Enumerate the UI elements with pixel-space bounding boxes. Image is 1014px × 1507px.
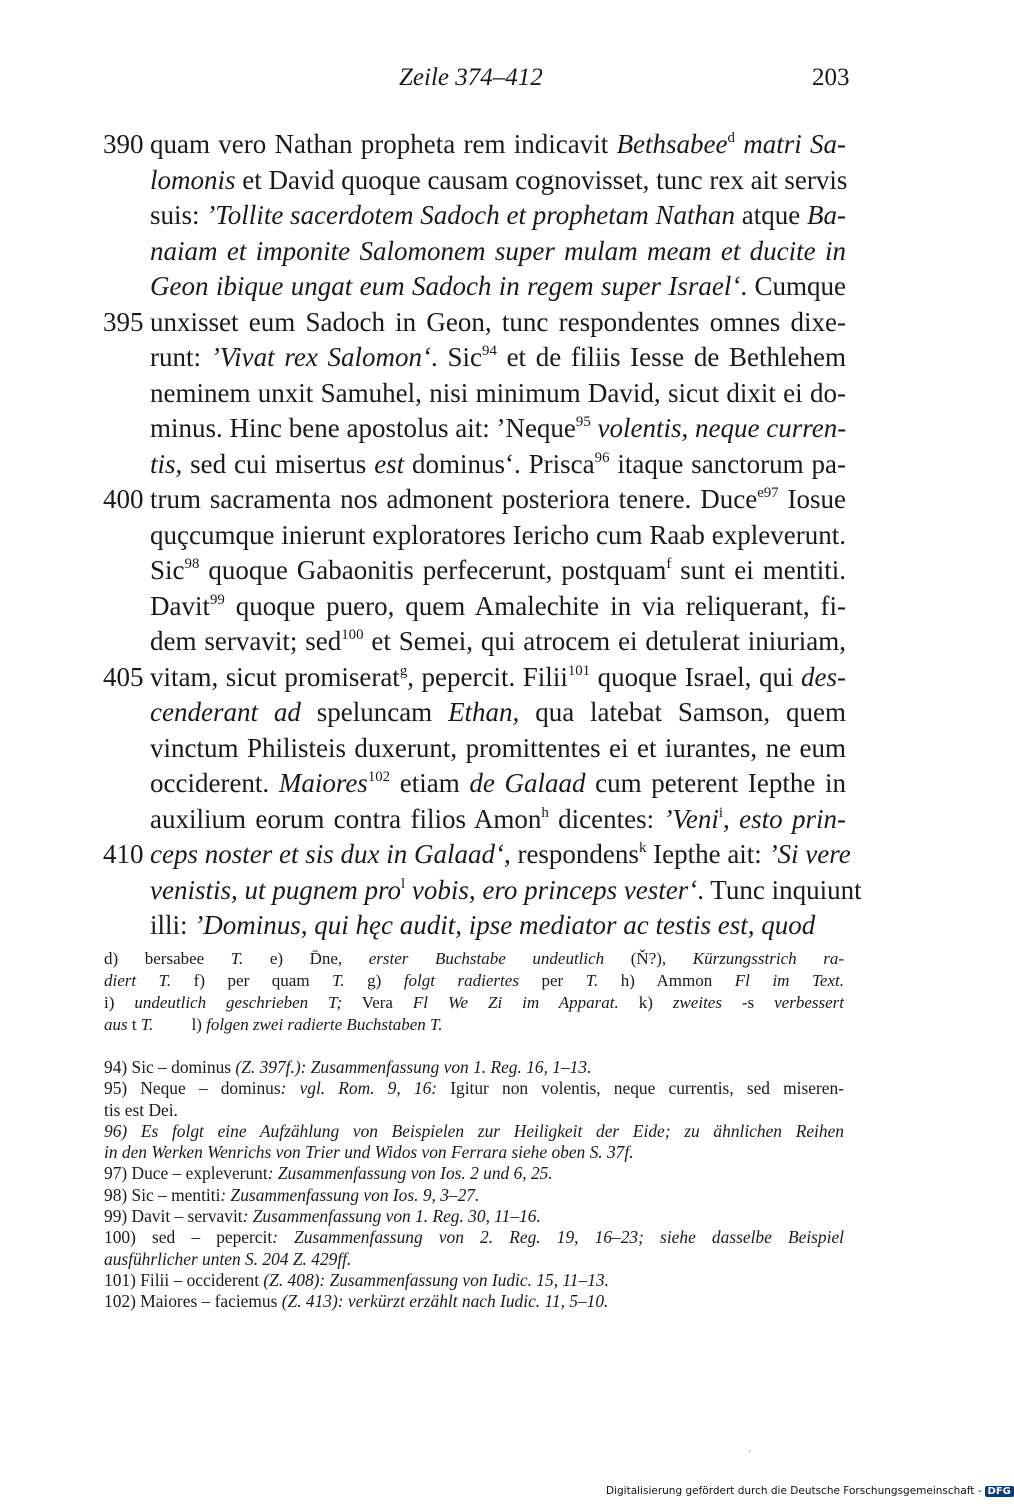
footnote-line: 99) Davit – servavit: Zusammenfassung von 1. Reg. 30, 11–16. (104, 1206, 541, 1227)
running-head (0, 64, 1000, 96)
text-line (0, 908, 1000, 944)
apparatus-line: d) bersabee T. e) D̄ne, erster Buchstabe undeutlich (Ň?), Kürzungsstrich ra- (104, 949, 845, 968)
apparatus-line: aus t T. l) folgen zwei radierte Buchstaben T. (104, 1015, 443, 1034)
text-line (0, 695, 1000, 731)
digitization-credit (606, 1485, 1014, 1497)
text-line (0, 305, 1000, 341)
footnote-line: 101) Filii – occiderent (Z. 408): Zusammenfassung von Iudic. 15, 11–13. (104, 1269, 609, 1290)
footnote-line: in den Werken Wenrichs von Trier und Widos von Ferrara siehe oben S. 37f. (104, 1142, 634, 1163)
text-line (0, 589, 1000, 625)
line-text: quçcumque inierunt exploratores Iericho cum Raab expleverunt. (150, 519, 846, 550)
line-text: minus. Hinc bene apostolus ait: ’Neque$^{95}$ volentis, neque curren- (150, 413, 847, 443)
apparatus-line: diert T. f) per quam T. g) folgt radiertes per T. h) Ammon Fl im Text. (104, 971, 844, 990)
footnote-line: 102) Maiores – faciemus (Z. 413): verkürzt erzählt nach Iudic. 11, 5–10. (104, 1291, 609, 1312)
line-text: unxisset eum Sadoch in Geon, tunc respondentes omnes dixe- (150, 306, 846, 337)
footnote-line: ausführlicher unten S. 204 Z. 429ff. (104, 1248, 352, 1269)
text-line (0, 340, 1000, 376)
line-text: ceps noster et sis dux in Galaad‘, respondens$^k$ Iepthe ait: ’Si vere (150, 839, 851, 869)
text-line (0, 376, 1000, 412)
text-line (0, 766, 1000, 802)
line-number: 405 (103, 661, 144, 692)
critical-apparatus (104, 948, 844, 1036)
running-title: Zeile 374–412 (399, 64, 543, 91)
text-line (0, 447, 1000, 483)
line-text: vinctum Philisteis duxerunt, promittentes ei et iurantes, ne eum (150, 732, 846, 763)
footnote-line: 94) Sic – dominus (Z. 397f.): Zusammenfassung von 1. Reg. 16, 1–13. (104, 1057, 592, 1077)
text-line (0, 553, 1000, 589)
line-text: tis, sed cui misertus est dominus‘. Prisca$^{96}$ itaque sanctorum pa- (150, 448, 846, 479)
text-line (0, 411, 1000, 447)
line-number: 395 (103, 306, 144, 337)
footnote-line: 100) sed – pepercit: Zusammenfassung von 2. Reg. 19, 16–23; siehe dasselbe Beispiel (104, 1227, 844, 1248)
text-line (0, 660, 1000, 696)
line-number: 390 (103, 129, 144, 159)
line-text: quam vero Nathan propheta rem indicavit Bethsabee$^d$ matri Sa- (150, 129, 847, 159)
line-text: lomonis et David quoque causam cognovisset, tunc rex ait servis (150, 164, 848, 195)
line-number: 400 (103, 484, 144, 514)
text-line (0, 163, 1000, 199)
page-number: 203 (812, 64, 850, 91)
footnote-line: tis est Dei. (104, 1099, 178, 1120)
text-line (0, 269, 1000, 305)
main-text (0, 127, 1000, 944)
scan-speck: · (748, 1447, 752, 1458)
line-text: dem servavit; sed$^{100}$ et Semei, qui atrocem ei detulerat iniuriam, (150, 626, 846, 656)
text-line (0, 482, 1000, 518)
text-line (0, 234, 1000, 270)
line-text: suis: ’Tollite sacerdotem Sadoch et prophetam Nathan atque Ba- (150, 200, 846, 230)
text-line (0, 127, 1000, 163)
line-text: auxilium eorum contra filios Amon$^h$ dicentes: ’Veni$^i$, esto prin- (150, 803, 846, 834)
text-line (0, 802, 1000, 838)
line-text: venistis, ut pugnem pro$^l$ vobis, ero princeps vester‘. Tunc inquiunt (150, 874, 862, 905)
line-text: vitam, sicut promiserat$^g$, pepercit. Filii$^{101}$ quoque Israel, qui des- (150, 661, 846, 692)
dfg-logo: DFG (985, 1486, 1014, 1497)
text-line (0, 518, 1000, 554)
line-text: neminem unxit Samuhel, nisi minimum David, sicut dixit ei do- (150, 377, 846, 408)
line-text: trum sacramenta nos admonent posteriora tenere. Duce$^{e97}$ Iosue (150, 484, 847, 514)
text-line (0, 731, 1000, 767)
footnote-line: 95) Neque – dominus: vgl. Rom. 9, 16: Igitur non volentis, neque currentis, sed miseren- (104, 1078, 844, 1099)
line-text: Geon ibique ungat eum Sadoch in regem super Israel‘. Cumque (150, 271, 846, 301)
line-number: 410 (103, 839, 144, 869)
footnotes (104, 1057, 844, 1313)
text-line (0, 837, 1000, 873)
apparatus-line: i) undeutlich geschrieben T; Vera Fl We Zi im Apparat. k) zweites -s verbessert (104, 993, 844, 1012)
footnote-line: 97) Duce – expleverunt: Zusammenfassung von Ios. 2 und 6, 25. (104, 1163, 553, 1184)
line-text: illi: ’Dominus, qui hęc audit, ipse mediator ac testis est, quod (150, 910, 816, 940)
line-text: occiderent. Maiores$^{102}$ etiam de Galaad cum peterent Iepthe in (150, 768, 846, 798)
line-text: naiam et imponite Salomonem super mulam meam et ducite in (150, 235, 846, 266)
line-text: runt: ’Vivat rex Salomon‘. Sic$^{94}$ et de filiis Iesse de Bethlehem (150, 342, 846, 372)
text-line (0, 624, 1000, 660)
line-text: Sic$^{98}$ quoque Gabaonitis perfecerunt, postquam$^f$ sunt ei mentiti. (150, 555, 846, 585)
text-line (0, 198, 1000, 234)
line-text: Davit$^{99}$ quoque puero, quem Amalechite in via reliquerant, fi- (150, 590, 846, 621)
footnote-line: 98) Sic – mentiti: Zusammenfassung von Ios. 9, 3–27. (104, 1184, 480, 1205)
line-text: cenderant ad speluncam Ethan, qua latebat Samson, quem (150, 697, 846, 727)
footnote-line: 96) Es folgt eine Aufzählung von Beispielen zur Heiligkeit der Eide; zu ähnlichen Reihen (104, 1120, 844, 1141)
text-line (0, 873, 1000, 909)
credit-text: Digitalisierung gefördert durch die Deutsche Forschungsgemeinschaft - (606, 1485, 982, 1497)
